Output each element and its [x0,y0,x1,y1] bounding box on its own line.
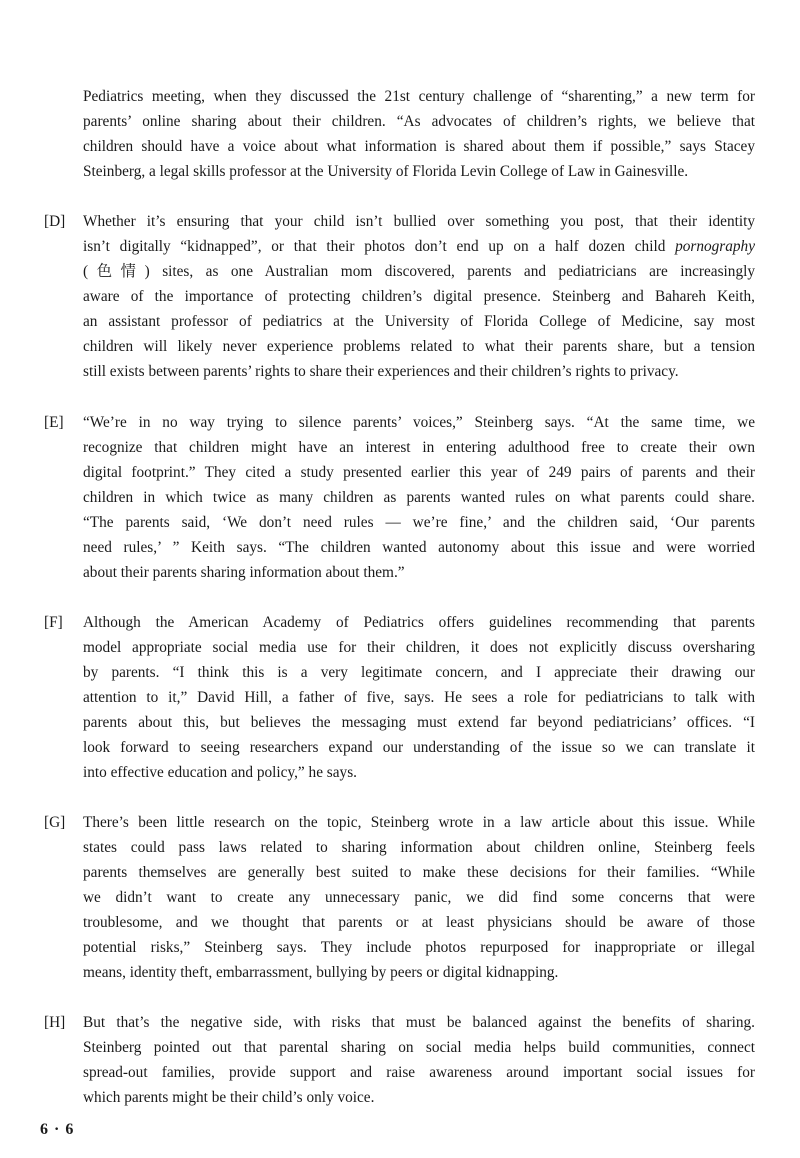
text-line: “The parents said, ‘We don’t need rules — we’re fine,’ and the children said, ‘Our parents [83,514,755,531]
paragraph-g [83,810,755,985]
paragraph-label-e: [E] [44,414,64,431]
text-line: parents themselves are generally best suited to make these decisions for their families. “While [83,864,755,881]
text-line: attention to it,” David Hill, a father of five, says. He sees a role for pediatricians to talk with [83,689,755,706]
text-line: Whether it’s ensuring that your child isn’t bullied over something you post, that their identity [83,213,755,230]
text-line: states could pass laws related to sharing information about children online, Steinberg feels [83,839,755,856]
text-line: aware of the importance of protecting children’s digital presence. Steinberg and Bahareh Keith, [83,288,755,305]
paragraph-continuation [83,84,755,184]
text-line: Pediatrics meeting, when they discussed the 21st century challenge of “sharenting,” a new term for [83,88,755,105]
text-line: need rules,’ ” Keith says. “The children wanted autonomy about this issue and were worried [83,539,755,556]
text-line: Steinberg pointed out that parental sharing on social media helps build communities, connect [83,1039,755,1056]
text-line: parents’ online sharing about their children. “As advocates of children’s rights, we believe that [83,113,755,130]
paragraph-label-f: [F] [44,614,63,631]
text-line: parents about this, but believes the messaging must extend far beyond pediatricians’ offices. “I [83,714,755,731]
text-line: still exists between parents’ rights to share their experiences and their children’s rights to privacy. [83,363,679,380]
page-number: 6 · 6 [40,1121,75,1138]
text-line: model appropriate social media use for their children, it does not explicitly discuss oversharing [83,639,755,656]
text-line: children in which twice as many children as parents wanted rules on what parents could share. [83,489,755,506]
text-line: Steinberg, a legal skills professor at the University of Florida Levin College of Law in Gainesville. [83,163,689,180]
paragraph-e [83,410,755,585]
text-line: spread-out families, provide support and raise awareness around important social issues for [83,1064,755,1081]
paragraph-label-h: [H] [44,1014,66,1031]
paragraph-h [83,1010,755,1110]
text-line: we didn’t want to create any unnecessary panic, we did find some concerns that were [83,889,755,906]
text-line: (色情) sites, as one Australian mom discovered, parents and pediatricians are increasingly [83,263,755,280]
text-line: by parents. “I think this is a very legitimate concern, and I appreciate their drawing our [83,664,755,681]
text-line: digital footprint.” They cited a study presented earlier this year of 249 pairs of parents and their [83,464,755,481]
text-segment: isn’t digitally “kidnapped”, or that their photos don’t end up on a half dozen child [83,238,666,255]
paragraph-f [83,610,755,785]
text-line: about their parents sharing information about them.” [83,564,405,581]
paragraph-label-d: [D] [44,213,66,230]
italic-word: pornography [675,238,755,255]
text-line: into effective education and policy,” he says. [83,764,357,781]
text-line-with-italic [83,234,755,259]
text-line: But that’s the negative side, with risks that must be balanced against the benefits of sharing. [83,1014,755,1031]
text-line: which parents might be their child’s only voice. [83,1089,375,1106]
text-line: troublesome, and we thought that parents or at least physicians should be aware of those [83,914,755,931]
text-line: recognize that children might have an interest in entering adulthood free to create their own [83,439,755,456]
text-line: children should have a voice about what information is shared about them if possible,” says Stacey [83,138,755,155]
paragraph-label-g: [G] [44,814,66,831]
text-line: means, identity theft, embarrassment, bullying by peers or digital kidnapping. [83,964,559,981]
text-line: children will likely never experience problems related to what their parents share, but a tension [83,338,755,355]
text-line: potential risks,” Steinberg says. They include photos repurposed for inappropriate or illegal [83,939,755,956]
text-line: Although the American Academy of Pediatrics offers guidelines recommending that parents [83,614,755,631]
text-line: “We’re in no way trying to silence parents’ voices,” Steinberg says. “At the same time, we [83,414,755,431]
paragraph-d [83,209,755,384]
text-line: look forward to seeing researchers expand our understanding of the issue so we can translate it [83,739,755,756]
text-line: an assistant professor of pediatrics at the University of Florida College of Medicine, say most [83,313,755,330]
text-line: There’s been little research on the topic, Steinberg wrote in a law article about this issue. While [83,814,755,831]
